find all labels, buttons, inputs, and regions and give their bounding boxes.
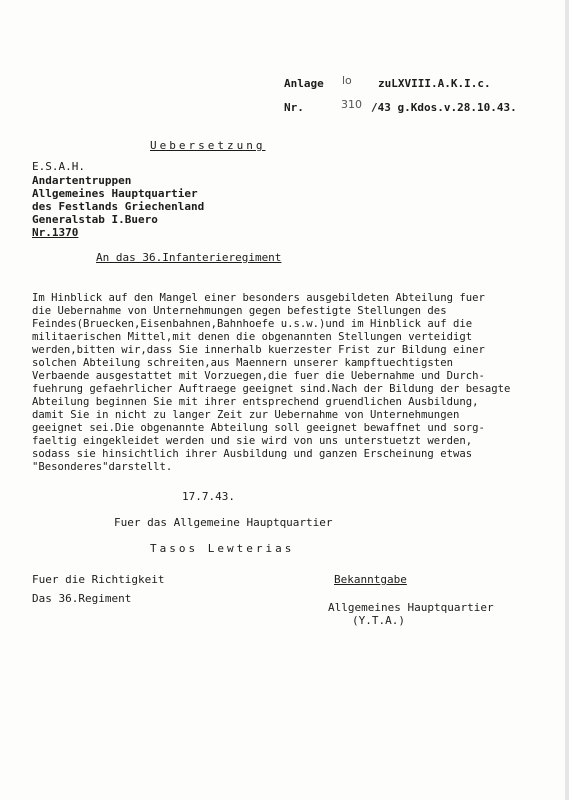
sender-line: Andartentruppen (32, 174, 132, 187)
body-line: Feindes(Bruecken,Eisenbahnen,Bahnhoefe u.s.w.)und im Hinblick auf die (32, 318, 473, 330)
body-line: Verbaende ausgestattet mit Vorzuegen,die fuer die Uebernahme und Durch- (32, 370, 485, 382)
regiment-line: Das 36.Regiment (32, 592, 132, 605)
anlage-label: Anlage (284, 77, 324, 90)
document-title: Uebersetzung (150, 139, 266, 152)
signatory: Tasos Lewterias (150, 542, 295, 555)
body-line: faeltig eingekleidet werden und sie wird von uns unterstuetzt werden, (32, 435, 473, 447)
sender-line: Generalstab I.Buero (32, 213, 158, 226)
body-line: geeignet sei.Die obgenannte Abteilung soll geeignet bewaffnet und sorg- (32, 422, 485, 434)
signoff: Fuer das Allgemeine Hauptquartier (114, 516, 333, 529)
body-line: die Uebernahme von Unternehmungen gegen befestigte Stellungen des (32, 305, 447, 317)
body-line: solchen Abteilung schreiten,aus Maennern unserer kampftuechtigsten (32, 357, 453, 369)
body-line: Abteilung beginnen Sie mit ihrer entsprechend gruendlichen Ausbildung, (32, 396, 479, 408)
nr-number: 310 (341, 98, 362, 111)
sender-line: E.S.A.H. (32, 160, 85, 173)
body-line: militaerischen Mittel,mit denen die obgenannten Stellungen verteidigt (32, 331, 473, 343)
certification-line: Fuer die Richtigkeit (32, 573, 165, 586)
body-line: sodass sie hinsichtlich ihrer Ausbildung und ganzen Erscheinung etwas (32, 448, 473, 460)
sender-line: Allgemeines Hauptquartier (32, 187, 198, 200)
body-line: "Besonderes"darstellt. (32, 461, 173, 473)
announcement-line: (Y.T.A.) (352, 614, 405, 627)
anlage-reference: zuLXVIII.A.K.I.c. (378, 77, 491, 90)
sender-line: des Festlands Griechenland (32, 200, 205, 213)
announcement-line: Allgemeines Hauptquartier (328, 601, 494, 614)
body-line: fuehrung gefaehrlicher Auftraege geeignet sind.Nach der Bildung der besagte (32, 383, 511, 395)
body-line: damit Sie in nicht zu langer Zeit zur Uebernahme von Unternehmungen (32, 409, 460, 421)
recipient: An das 36.Infanterieregiment (96, 251, 282, 264)
body-line: Im Hinblick auf den Mangel einer besonders ausgebildeten Abteilung fuer (32, 292, 485, 304)
announcement-heading: Bekanntgabe (334, 573, 407, 586)
anlage-number: lo (342, 74, 352, 87)
sender-line: Nr.1370 (32, 226, 79, 239)
nr-reference: /43 g.Kdos.v.28.10.43. (371, 101, 517, 114)
nr-label: Nr. (284, 101, 304, 114)
document-date: 17.7.43. (182, 490, 235, 503)
body-line: werden,bitten wir,dass Sie innerhalb kuerzester Frist zur Bildung einer (32, 344, 485, 356)
